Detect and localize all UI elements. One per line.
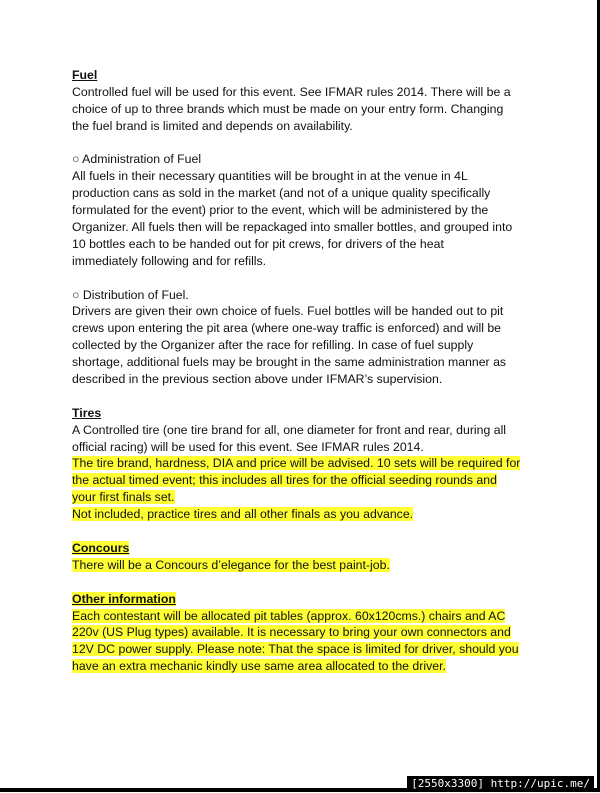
tires-highlighted-line: your first finals set.	[72, 490, 175, 505]
tires-line: official racing) will be used for this event. See IFMAR rules 2014.	[72, 439, 424, 454]
spacer	[72, 388, 534, 405]
document-body	[72, 67, 534, 675]
image-host-footer: [2550x3300] http://upic.me/	[407, 776, 594, 792]
other-information-line: Each contestant will be allocated pit tables (approx. 60x120cms.) chairs and AC	[72, 608, 506, 623]
other-information-heading: Other information	[72, 591, 176, 606]
fuel-administration-line: formulated for the event) prior to the event, which will be administered by the	[72, 203, 489, 218]
fuel-distribution-heading: ○ Distribution of Fuel.	[72, 287, 189, 302]
spacer	[72, 574, 534, 591]
concours-heading: Concours	[72, 540, 130, 555]
spacer	[72, 135, 534, 152]
tires-highlighted-line: the actual timed event; this includes all tires for the official seeding rounds and	[72, 473, 497, 488]
other-information-line: have an extra mechanic kindly use same area allocated to the driver.	[72, 659, 446, 674]
tires-heading: Tires	[72, 405, 102, 420]
fuel-intro-line: the fuel brand is limited and depends on availability.	[72, 118, 353, 133]
tires-highlighted-line: The tire brand, hardness, DIA and price will be advised. 10 sets will be required for	[72, 456, 521, 471]
spacer	[72, 523, 534, 540]
fuel-administration-line: All fuels in their necessary quantities will be brought in at the venue in 4L	[72, 169, 468, 184]
other-information-line: 12V DC power supply. Please note: That the space is limited for driver, should you	[72, 642, 519, 657]
fuel-administration-line: Organizer. All fuels then will be repackaged into smaller bottles, and grouped into	[72, 220, 513, 235]
fuel-distribution-line: Drivers are given their own choice of fuels. Fuel bottles will be handed out to pit	[72, 304, 504, 319]
tires-line: A Controlled tire (one tire brand for all, one diameter for front and rear, during all	[72, 422, 507, 437]
fuel-administration-line: immediately following and for refills.	[72, 253, 267, 268]
fuel-intro-line: choice of up to three brands which must be made on your entry form. Changing	[72, 101, 504, 116]
fuel-distribution-line: collected by the Organizer after the race for refilling. In case of fuel supply	[72, 338, 474, 353]
fuel-administration-line: 10 bottles each to be handed out for pit crews, for drivers of the heat	[72, 236, 444, 251]
fuel-distribution-line: described in the previous section above under IFMAR’s supervision.	[72, 372, 443, 387]
other-information-line: 220v (US Plug types) available. It is necessary to bring your own connectors and	[72, 625, 511, 640]
fuel-distribution-line: shortage, additional fuels may be brought in the same administration manner as	[72, 355, 507, 370]
fuel-distribution-line: crews upon entering the pit area (where one-way traffic is enforced) and will be	[72, 321, 502, 336]
fuel-heading: Fuel	[72, 68, 98, 82]
fuel-intro-line: Controlled fuel will be used for this event. See IFMAR rules 2014. There will be a	[72, 84, 511, 99]
tires-highlighted-line: Not included, practice tires and all other finals as you advance.	[72, 507, 414, 522]
spacer	[72, 270, 534, 287]
fuel-administration-line: production cans as sold in the market (and not of a unique quality specifically	[72, 186, 491, 201]
concours-text: There will be a Concours d’elegance for the best paint-job.	[72, 557, 390, 572]
fuel-administration-heading: ○ Administration of Fuel	[72, 152, 202, 167]
